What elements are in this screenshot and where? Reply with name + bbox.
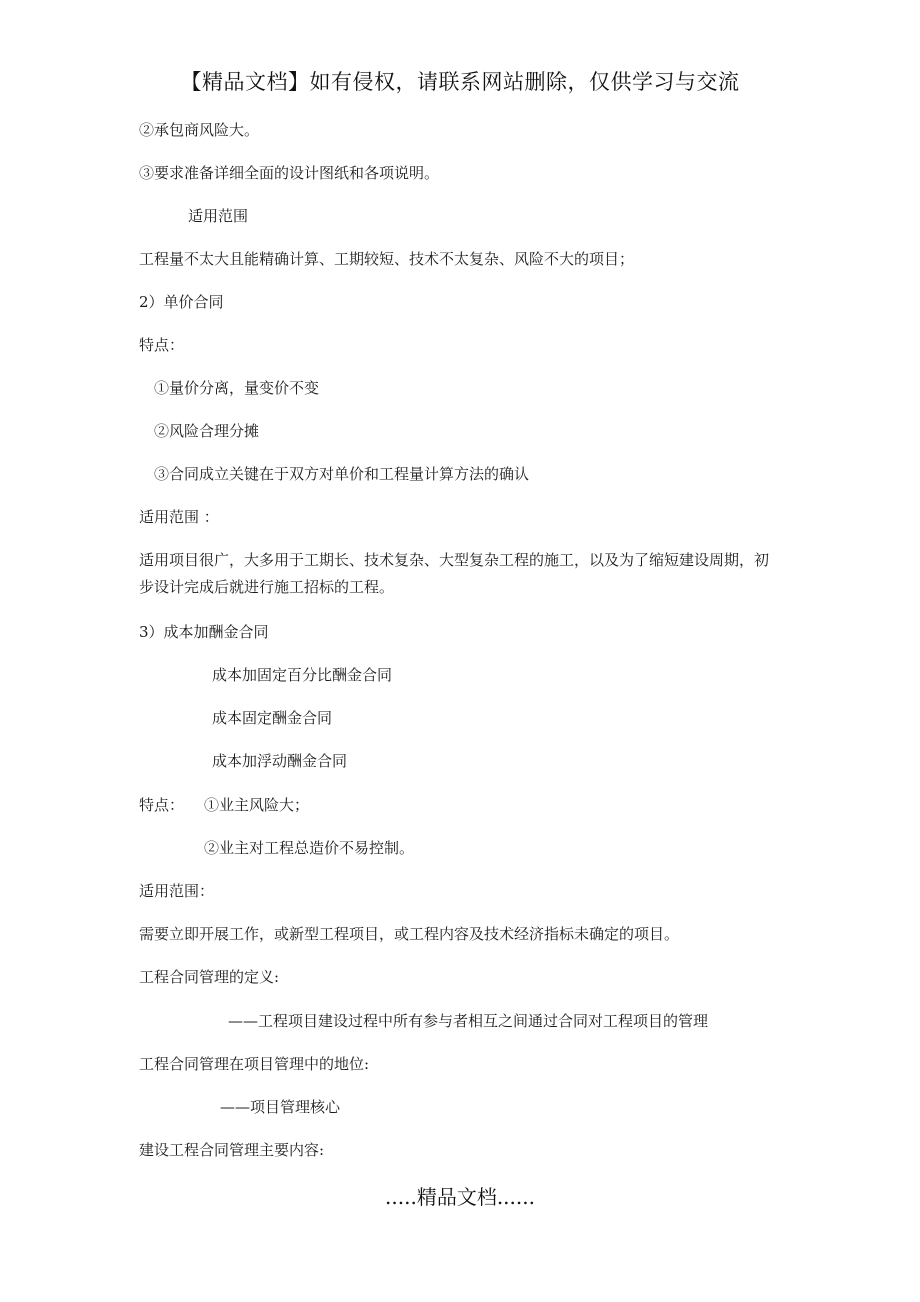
label-features-1: 特点： [139,336,185,354]
feature-owner-risk: ①业主风险大； [204,796,310,814]
paragraph-design-requirements: ③要求准备详细全面的设计图纸和各项说明。 [139,164,440,182]
page-footer: .....精品文档...... [385,1185,535,1209]
paragraph-scope-2: 适用项目很广，大多用于工期长、技术复杂、大型复杂工程的施工，以及为了缩短建设周期，初步设计完成后就进行施工招标的工程。 [139,551,770,596]
paragraph-scope-3: 需要立即开展工作，或新型工程项目，或工程内容及技术经济指标未确定的项目。 [139,925,680,943]
label-features-2: 特点： [139,796,185,814]
heading-scope-2: 适用范围 ： [139,508,219,526]
cost-plus-type-2: 成本固定酬金合同 [212,709,333,727]
paragraph-contractor-risk: ②承包商风险大。 [139,121,260,139]
feature-item-1: ①量价分离，量变价不变 [154,379,320,397]
heading-main-contents: 建设工程合同管理主要内容: [139,1141,325,1159]
heading-cost-plus-contract: 3）成本加酬金合同 [139,623,269,641]
heading-management-position: 工程合同管理在项目管理中的地位: [139,1055,370,1073]
page-header-title: 【精品文档】如有侵权，请联系网站删除，仅供学习与交流 [180,70,740,94]
heading-scope-1: 适用范围 [188,207,249,225]
position-text: ——项目管理核心 [220,1098,341,1116]
feature-item-3: ③合同成立关键在于双方对单价和工程量计算方法的确认 [154,465,530,483]
heading-contract-management-definition: 工程合同管理的定义: [139,968,280,986]
feature-cost-control: ②业主对工程总造价不易控制。 [204,839,415,857]
heading-scope-3: 适用范围： [139,882,215,900]
cost-plus-type-1: 成本加固定百分比酬金合同 [212,666,393,684]
paragraph-scope-1: 工程量不太大且能精确计算、工期较短、技术不太复杂、风险不大的项目； [139,250,635,268]
cost-plus-type-3: 成本加浮动酬金合同 [212,752,348,770]
heading-unit-price-contract: 2）单价合同 [139,293,224,311]
feature-item-2: ②风险合理分摊 [154,422,260,440]
definition-text: ——工程项目建设过程中所有参与者相互之间通过合同对工程项目的管理 [228,1012,709,1030]
